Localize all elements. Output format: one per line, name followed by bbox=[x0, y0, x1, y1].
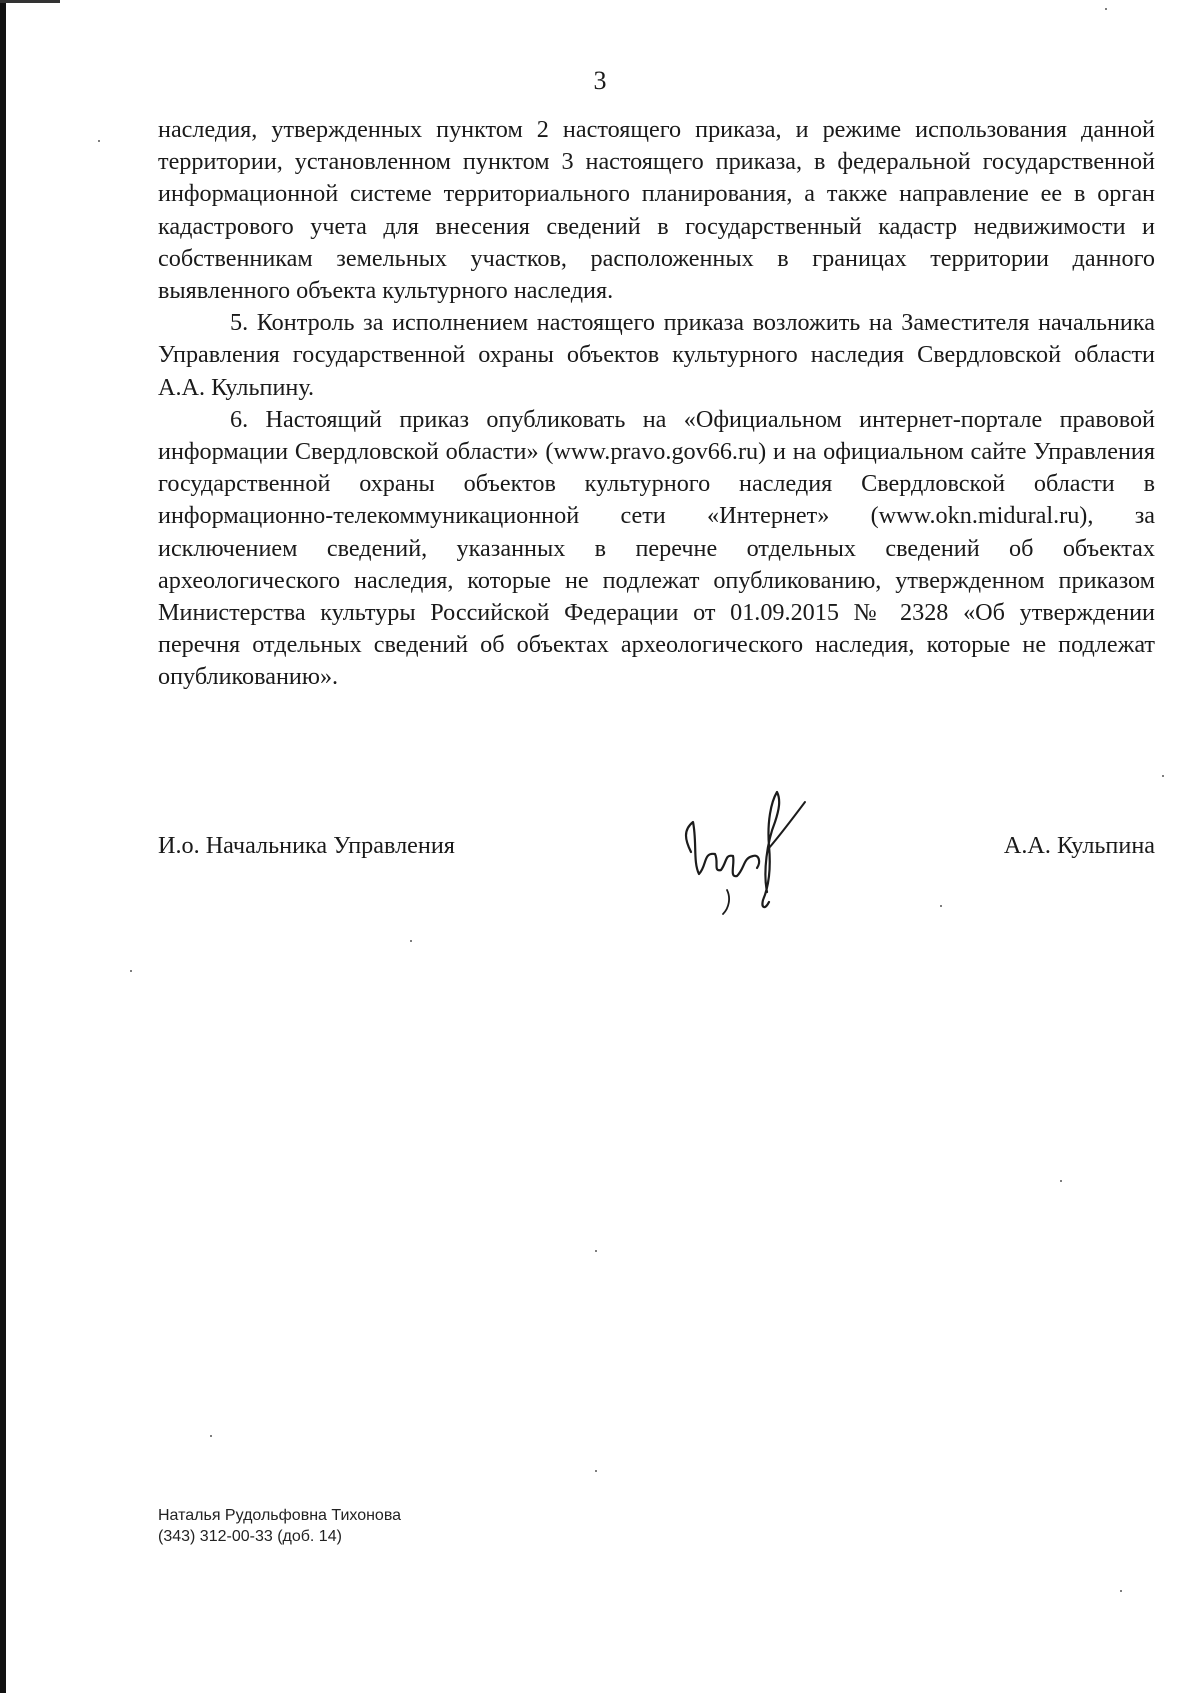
scan-speck bbox=[98, 140, 100, 142]
scan-border bbox=[0, 0, 6, 1693]
scan-speck bbox=[1060, 1180, 1062, 1182]
paragraph-item-5: 5. Контроль за исполнением настоящего приказа возложить на Заместителя начальника Управления государственной охраны объектов культурного наследия Свердловской области А.А. Кульпину. bbox=[158, 309, 1155, 401]
scan-speck bbox=[940, 905, 942, 907]
scan-speck bbox=[130, 970, 132, 972]
paragraph-item-6: 6. Настоящий приказ опубликовать на «Официальном интернет-портале правовой информации Свердловской области» (www.pravo.gov66.ru) и на официальном сайте Управления государственной охраны объектов культурного наследия Свердловской области в информационно-телекоммуникационной сети «Интернет» (www.okn.midural.ru), за исключением сведений, указанных в перечне отдельных сведений об объектах археологического наследия, которые не подлежат опубликованию, утвержденном приказом Министерства культуры Российской Федерации от 01.09.2015 № 2328 «Об утверждении перечня отдельных сведений об объектах археологического наследия, которые не подлежат опубликованию». bbox=[158, 405, 1155, 691]
scan-speck bbox=[410, 940, 412, 942]
paragraph-continuation: наследия, утвержденных пунктом 2 настоящего приказа, и режиме использования данной территории, установленном пунктом 3 настоящего приказа, в федеральной государственной информационной системе территориального планирования, а также направление ее в орган кадастрового учета для внесения сведений в государственный кадастр недвижимости и собственникам земельных участков, расположенных в границах территории данного выявленного объекта культурного наследия. bbox=[158, 116, 1155, 305]
signer-name: А.А. Кульпина bbox=[1003, 832, 1155, 859]
page-number: 3 bbox=[593, 66, 607, 95]
document-body bbox=[158, 114, 1155, 694]
handwritten-signature bbox=[663, 782, 813, 922]
contact-block bbox=[158, 1505, 401, 1547]
scan-speck bbox=[1162, 775, 1164, 777]
scan-speck bbox=[1105, 8, 1107, 10]
scan-speck bbox=[595, 1250, 597, 1252]
scan-speck bbox=[1120, 1590, 1122, 1592]
scan-speck bbox=[210, 1435, 212, 1437]
contact-person: Наталья Рудольфовна Тихонова bbox=[158, 1507, 402, 1524]
signer-position: И.о. Начальника Управления bbox=[158, 832, 455, 859]
scan-speck bbox=[595, 1470, 597, 1472]
contact-phone: (343) 312-00-33 (доб. 14) bbox=[158, 1528, 342, 1545]
scan-border-top bbox=[0, 0, 60, 3]
